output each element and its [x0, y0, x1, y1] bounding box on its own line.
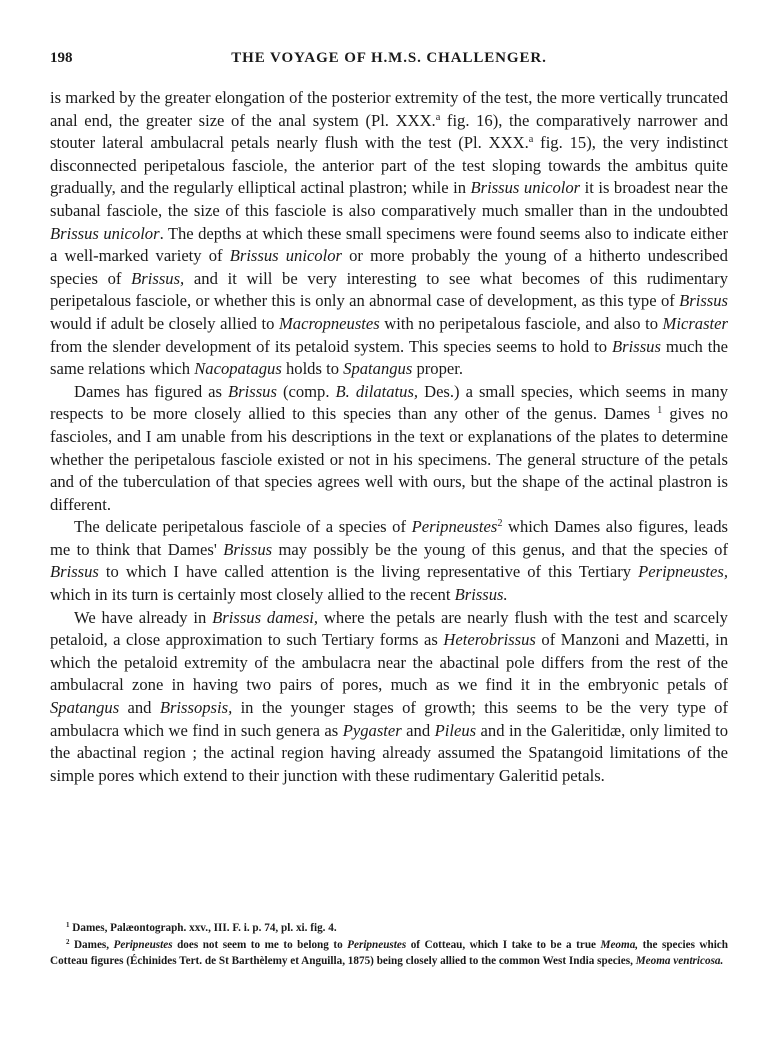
taxon-name: Heterobrissus — [443, 630, 536, 650]
taxon-name: Brissus unicolor — [470, 178, 581, 198]
text: where the petals are nearly flush with the test and scarcely petaloid, a close approximation to such Tertiary forms as — [50, 607, 728, 650]
text: or more probably the young of a hitherto undescribed species of — [50, 246, 728, 288]
text: Dames has figured as — [74, 381, 229, 401]
text: which in its turn is certainly most closely allied to the recent — [50, 585, 455, 605]
page-number: 198 — [50, 50, 73, 66]
taxon-name: Brissus, — [131, 268, 185, 288]
text: in the younger stages of growth; this seems to be the very type of ambulacra which we find in such genera as — [50, 698, 728, 740]
taxon-name: Peripneustes — [411, 517, 498, 537]
taxon-name: Pileus — [434, 720, 477, 740]
taxon-name: B. dilatatus, — [335, 381, 419, 401]
taxon-name: Brissus — [612, 336, 661, 356]
text: proper. — [412, 359, 463, 379]
superscript: a — [435, 111, 441, 123]
paragraph-2 — [50, 381, 728, 517]
paragraph-1 — [50, 87, 728, 381]
text: Dames, — [69, 938, 114, 951]
taxon-name: Peripneustes — [113, 938, 173, 951]
body-text — [50, 87, 728, 787]
text: with no peripetalous fasciole, and also to — [379, 313, 663, 333]
text: and it will be very interesting to see what becomes of this rudimentary peripetalous fasciole, or whether this is only an abnormal case of development, as this type of — [50, 268, 728, 311]
taxon-name: Brissus unicolor — [50, 223, 160, 243]
footnotes — [50, 920, 728, 970]
text: does not seem to me to belong to — [172, 938, 348, 951]
taxon-name: Meoma, — [600, 938, 639, 951]
taxon-name: Brissus — [50, 562, 99, 582]
text: from the slender development of its petaloid system. This species seems to hold to — [50, 336, 613, 356]
taxon-name: Nacopatagus — [194, 359, 282, 379]
taxon-name: Spatangus — [343, 359, 413, 379]
text: the species which Cotteau figures (Échinides Tert. de St Barthèlemy et Anguilla, 1875) being closely allied to the common West India species, — [50, 938, 728, 967]
text: much the same relations which — [50, 336, 728, 379]
taxon-name: Macropneustes — [278, 313, 380, 333]
taxon-name: Brissus — [223, 539, 273, 559]
text: The delicate peripetalous fasciole of a species of — [74, 517, 412, 537]
text: which Dames also figures, leads me to think that Dames' — [50, 517, 728, 559]
text: . The depths at which these small specimens were found seems also to indicate either a well-marked variety of — [50, 223, 728, 266]
text: fig. 16), the comparatively narrower and stouter lateral ambulacral petals nearly flush with the test (Pl. XXX. — [50, 110, 728, 153]
text: fig. 15), the very indistinct disconnected peripetalous fasciole, the anterior part of the test sloping towards the ambitus quite gradually, and the regularly elliptical actinal plastron; while in — [50, 133, 728, 198]
footnote-ref: 2 — [497, 518, 503, 530]
taxon-name: Meoma ventricosa. — [635, 955, 724, 967]
text: We have already in — [74, 607, 213, 627]
taxon-name: Brissus damesi, — [212, 607, 319, 627]
text: Dames, Palæontograph. xxv., III. F. i. p. 74, pl. xi. fig. 4. — [69, 922, 337, 934]
text: may possibly be the young of this genus, and that the species of — [272, 539, 728, 559]
text: gives no fascioles, and I am unable from his descriptions in the text or explanations of the plates to determine whether the peripetalous fasciole existed or not in his specimens. The general structure of the petals and of the tuberculation of that species agrees well with ours, but the shape of the actinal plastron is different. — [50, 404, 728, 514]
superscript: a — [528, 134, 534, 146]
taxon-name: Spatangus — [50, 698, 120, 718]
taxon-name: Brissus. — [454, 585, 508, 605]
paragraph-3 — [50, 516, 728, 606]
taxon-name: Brissus unicolor — [229, 246, 342, 266]
taxon-name: Peripneustes — [347, 938, 407, 951]
text: holds to — [281, 359, 344, 379]
taxon-name: Micraster — [662, 313, 728, 333]
footnote-mark: 2 — [66, 937, 70, 946]
paragraph-4 — [50, 607, 728, 788]
taxon-name: Brissus — [679, 291, 728, 311]
text: is marked by the greater elongation of the posterior extremity of the test, the more vertically truncated anal end, the greater size of the anal system (Pl. XXX. — [50, 88, 728, 130]
taxon-name: Peripneustes, — [638, 562, 728, 582]
text: of Cotteau, which I take to be a true — [406, 938, 601, 951]
taxon-name: Brissopsis, — [159, 698, 233, 718]
page-header — [50, 50, 728, 72]
text: would if adult be closely allied to — [50, 313, 279, 333]
text: (comp. — [276, 381, 336, 401]
text: and — [401, 720, 435, 740]
taxon-name: Brissus — [228, 381, 277, 401]
text: and — [119, 698, 160, 718]
footnote-1 — [50, 920, 728, 937]
running-title: THE VOYAGE OF H.M.S. CHALLENGER. — [231, 50, 547, 66]
text: it is broadest near the subanal fasciole, the size of this fasciole is also comparatively much smaller than in the undoubted — [50, 178, 728, 220]
taxon-name: Pygaster — [342, 720, 402, 740]
footnote-ref: 1 — [657, 405, 663, 417]
footnote-mark: 1 — [66, 920, 70, 929]
text: to which I have called attention is the living representative of this Tertiary — [98, 562, 639, 582]
text: of Manzoni and Mazetti, in which the petaloid extremity of the ambulacra near the abactinal pole differs from the rest of the ambulacral zone in having two pairs of pores, much as we find it in the embryonic petals of — [50, 630, 728, 695]
text: Des.) a small species, which seems in many respects to be more closely allied to this species than any other of the genus. Dames — [50, 381, 728, 424]
footnote-2 — [50, 937, 728, 970]
text: and in the Galeritidæ, only limited to the abactinal region ; the actinal region having already assumed the Spatangoid limitations of the simple pores which extend to their junction with these rudimentary Galeritid petals. — [50, 720, 728, 785]
